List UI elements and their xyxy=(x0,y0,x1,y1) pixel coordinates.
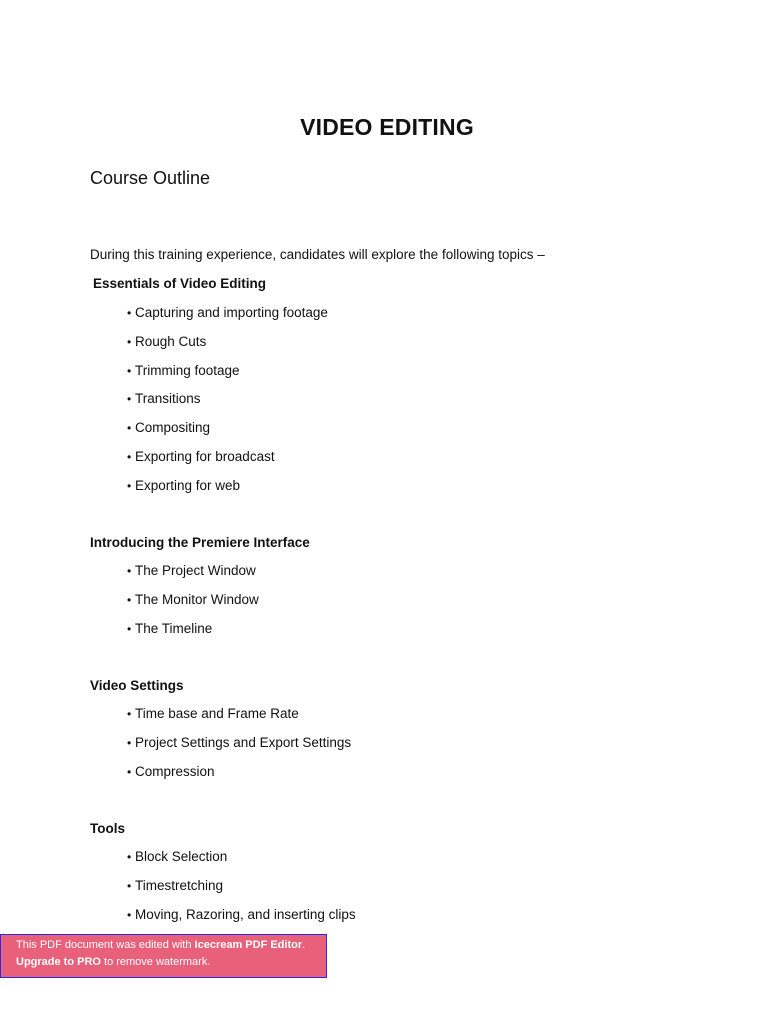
list-item: • Block Selection xyxy=(90,847,730,876)
bullet-icon: • xyxy=(127,878,132,893)
list-item: • The Timeline xyxy=(90,619,730,648)
list-item: • The Project Window xyxy=(90,561,730,590)
bullet-icon: • xyxy=(127,564,132,578)
section-video-settings xyxy=(90,676,730,790)
section-premiere-interface xyxy=(90,533,730,647)
bullet-icon: • xyxy=(127,478,132,493)
list-item: • Exporting for broadcast xyxy=(90,447,730,476)
bullet-icon: • xyxy=(127,621,132,636)
topic-list xyxy=(90,561,730,647)
editor-brand-link[interactable]: Icecream PDF Editor xyxy=(194,939,303,951)
section-essentials xyxy=(90,274,730,505)
document-subtitle: Course Outline xyxy=(90,168,211,188)
list-item: • Trimming footage xyxy=(90,361,730,390)
section-heading: Tools xyxy=(90,821,125,836)
list-item: • Compositing xyxy=(90,418,730,447)
watermark-line-1: This PDF document was edited with Icecream PDF Editor. xyxy=(16,939,306,951)
bullet-icon: • xyxy=(127,735,132,750)
list-item: • Compression xyxy=(90,762,730,791)
bullet-icon: • xyxy=(127,363,132,378)
bullet-icon: • xyxy=(127,707,132,721)
section-heading: Essentials of Video Editing xyxy=(93,276,267,291)
list-item: • The Monitor Window xyxy=(90,590,730,619)
list-item: • Timestretching xyxy=(90,876,730,905)
section-heading: Video Settings xyxy=(90,678,184,693)
watermark-line-2: Upgrade to PRO to remove watermark. xyxy=(16,956,211,968)
upgrade-pro-link[interactable]: Upgrade to PRO xyxy=(16,956,101,968)
bullet-icon: • xyxy=(127,306,132,320)
section-tools xyxy=(90,819,730,933)
list-item: • Exporting for web xyxy=(90,476,730,505)
topic-list xyxy=(90,303,730,505)
section-heading: Introducing the Premiere Interface xyxy=(90,535,310,550)
document-title: VIDEO EDITING xyxy=(300,114,474,140)
topic-list xyxy=(90,847,730,933)
bullet-icon: • xyxy=(127,850,132,864)
list-item: • Rough Cuts xyxy=(90,332,730,361)
intro-paragraph: During this training experience, candidates will explore the following topics – xyxy=(90,247,545,262)
watermark-banner[interactable] xyxy=(0,934,327,978)
list-item: • Moving, Razoring, and inserting clips xyxy=(90,905,730,934)
bullet-icon: • xyxy=(127,421,132,436)
bullet-icon: • xyxy=(127,334,132,349)
bullet-icon: • xyxy=(127,907,132,922)
list-item: • Project Settings and Export Settings xyxy=(90,733,730,762)
bullet-icon: • xyxy=(127,392,132,407)
topic-list xyxy=(90,704,730,790)
list-item: • Capturing and importing footage xyxy=(90,303,730,332)
list-item: • Transitions xyxy=(90,389,730,418)
bullet-icon: • xyxy=(127,592,132,607)
bullet-icon: • xyxy=(127,764,132,779)
bullet-icon: • xyxy=(127,449,132,464)
list-item: • Time base and Frame Rate xyxy=(90,704,730,733)
